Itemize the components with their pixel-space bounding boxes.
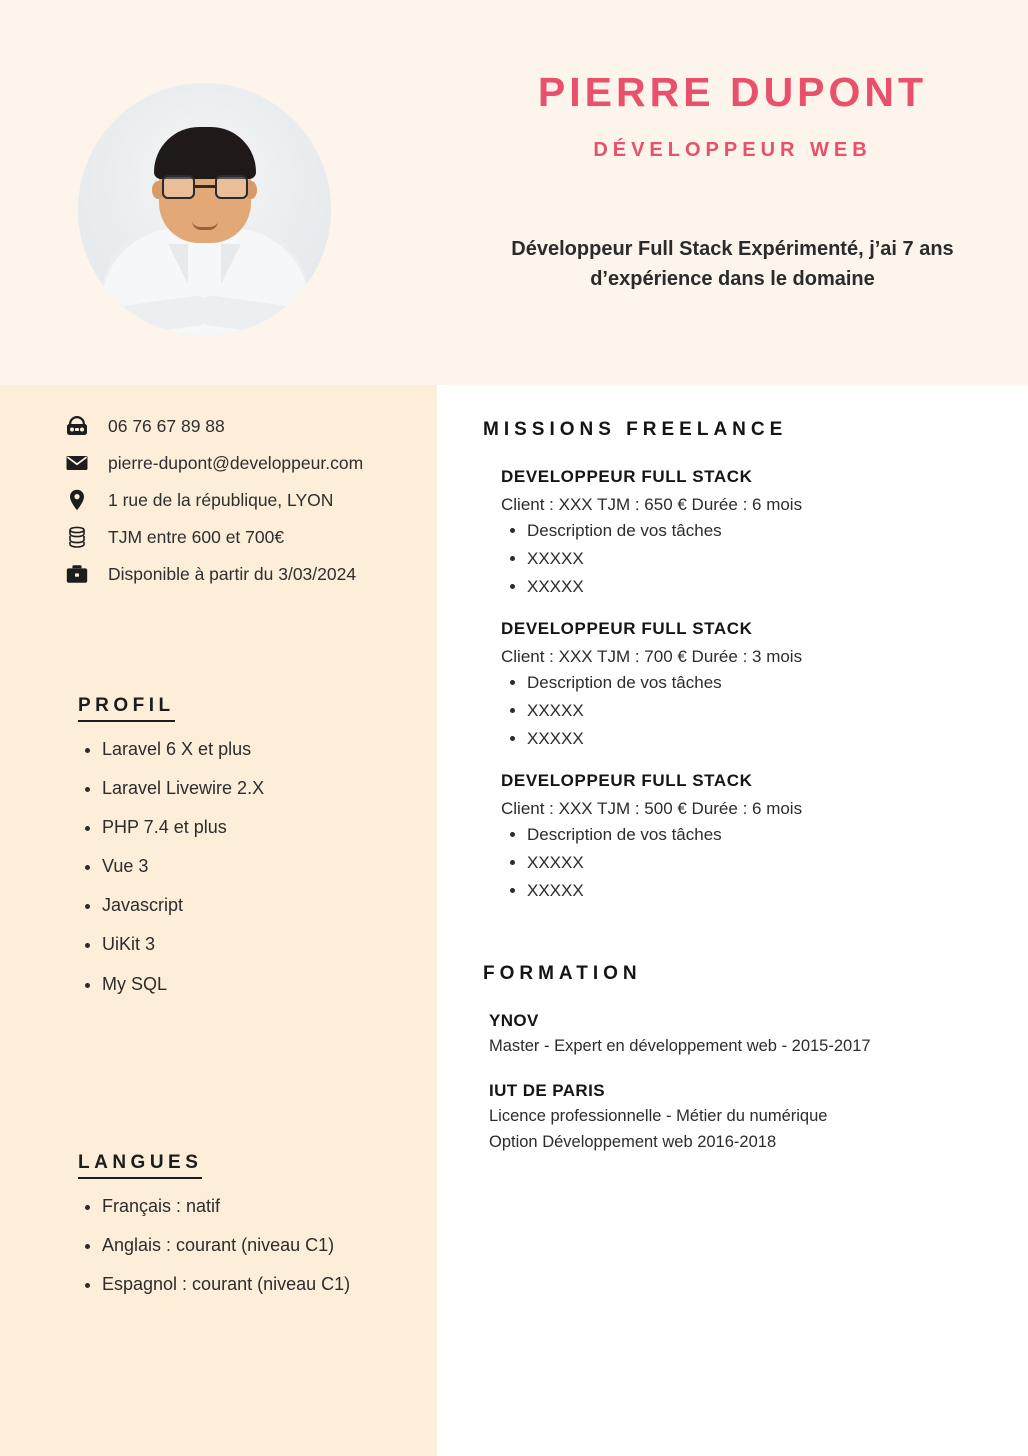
page-title: PIERRE DUPONT (537, 69, 928, 115)
list-item: • XXXXX (527, 577, 984, 597)
location-pin-icon (64, 487, 90, 513)
avatar-collar-left (168, 244, 188, 284)
school-name: YNOV (489, 1011, 539, 1030)
list-item (64, 524, 413, 550)
mission-meta: Client : XXX TJM : 650 € Durée : 6 mois (501, 495, 803, 514)
list-item: • Espagnol : courant (niveau C1) (102, 1271, 401, 1297)
formation-title: FORMATION (483, 963, 642, 984)
mission-bullets (501, 673, 984, 749)
mission-title: DEVELOPPEUR FULL STACK (501, 467, 753, 486)
mission-title: DEVELOPPEUR FULL STACK (501, 771, 753, 790)
list-item: • XXXXX (527, 881, 984, 901)
main-column (437, 0, 1028, 1456)
list-item: • Laravel Livewire 2.X (102, 775, 401, 801)
section-profil (0, 695, 437, 997)
glasses-icon (162, 175, 248, 201)
list-item: • Javascript (102, 892, 401, 918)
briefcase-icon (64, 561, 90, 587)
mission-meta: Client : XXX TJM : 500 € Durée : 6 mois (501, 799, 803, 818)
list-item: • XXXXX (527, 701, 984, 721)
list-item (64, 450, 413, 476)
mission-bullets (501, 521, 984, 597)
avatar (78, 83, 331, 336)
contact-text: Disponible à partir du 3/03/2024 (108, 563, 357, 584)
profil-list (78, 736, 401, 997)
section-formation (483, 963, 984, 1155)
list-item: • My SQL (102, 971, 401, 997)
phone-icon (64, 413, 90, 439)
list-item: • XXXXX (527, 729, 984, 749)
contact-list (0, 413, 437, 587)
list-item: • Description de vos tâches (527, 673, 984, 693)
langues-title: LANGUES (78, 1152, 202, 1179)
school-detail: Master - Expert en développement web - 2015-2017 (489, 1037, 871, 1055)
langues-list (78, 1193, 401, 1297)
list-item: • Description de vos tâches (527, 825, 984, 845)
header-tagline: Développeur Full Stack Expérimenté, j’ai 7 ans d’expérience dans le domaine (511, 238, 954, 291)
mission-title: DEVELOPPEUR FULL STACK (501, 619, 753, 638)
list-item: • PHP 7.4 et plus (102, 814, 401, 840)
school-name: IUT DE PARIS (489, 1080, 605, 1100)
envelope-icon (64, 450, 90, 476)
sidebar (0, 0, 437, 1456)
mission-entry (483, 467, 984, 597)
profil-title: PROFIL (78, 695, 175, 722)
mission-entry (483, 619, 984, 749)
list-item: • Description de vos tâches (527, 521, 984, 541)
list-item: • Vue 3 (102, 853, 401, 879)
education-entry (483, 1081, 984, 1155)
header-band (437, 0, 1028, 385)
mission-meta: Client : XXX TJM : 700 € Durée : 3 mois (501, 647, 803, 666)
contact-text: pierre-dupont@developpeur.com (108, 452, 364, 473)
job-role: DÉVELOPPEUR WEB (593, 139, 872, 162)
list-item (64, 413, 413, 439)
contact-text: TJM entre 600 et 700€ (108, 526, 285, 547)
money-coins-icon (64, 524, 90, 550)
contact-text: 06 76 67 89 88 (108, 415, 225, 436)
section-langues (0, 1152, 437, 1297)
list-item: • UiKit 3 (102, 931, 401, 957)
main-body (437, 385, 1028, 1155)
list-item: • XXXXX (527, 549, 984, 569)
mission-bullets (501, 825, 984, 901)
list-item: • Laravel 6 X et plus (102, 736, 401, 762)
list-item: • XXXXX (527, 853, 984, 873)
contact-text: 1 rue de la république, LYON (108, 489, 334, 510)
list-item: • Français : natif (102, 1193, 401, 1219)
sidebar-photo-band (0, 0, 437, 385)
avatar-collar-right (221, 244, 241, 284)
mission-entry (483, 771, 984, 901)
school-detail: Licence professionnelle - Métier du numérique (489, 1106, 828, 1125)
school-detail: Option Développement web 2016-2018 (489, 1132, 777, 1151)
missions-title: MISSIONS FREELANCE (483, 419, 788, 440)
list-item: • Anglais : courant (niveau C1) (102, 1232, 401, 1258)
list-item (64, 487, 413, 513)
list-item (64, 561, 413, 587)
education-entry (483, 1011, 984, 1059)
